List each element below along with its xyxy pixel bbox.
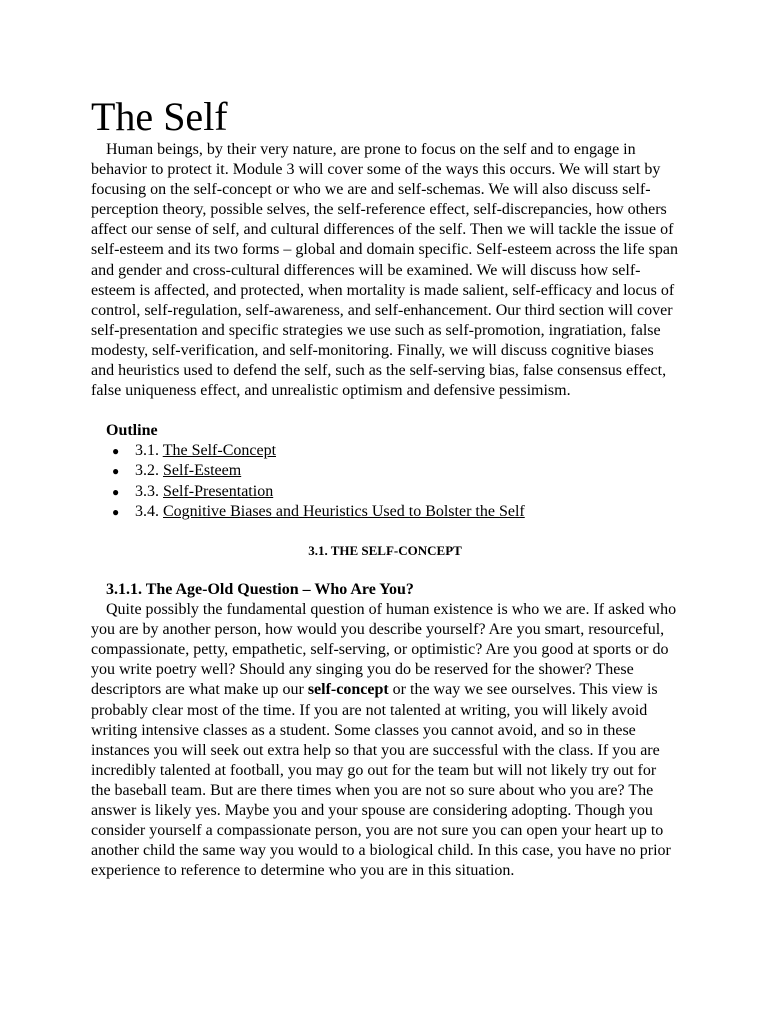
bullet-icon: ● — [112, 504, 120, 519]
outline-item-number: 3.3. — [135, 482, 159, 500]
outline-link-self-concept[interactable]: The Self-Concept — [162, 442, 277, 460]
outline-item — [91, 441, 679, 461]
outline-link-self-presentation[interactable]: Self-Presentation — [163, 482, 274, 500]
bullet-icon: ● — [112, 464, 120, 479]
outline-item-number: 3.2. — [135, 462, 159, 480]
outline-item-number: 3.1. — [135, 442, 159, 460]
page-title: The Self — [91, 94, 228, 139]
outline-link-self-esteem[interactable]: Self-Esteem — [163, 462, 242, 480]
outline-item — [91, 482, 679, 502]
outline-item-number: 3.4. — [135, 502, 159, 520]
body-text-before: Quite possibly the fundamental question of human existence is who we are. If asked who you are by another person, how would you describe yourself? Are you smart, resourceful, compassionate, petty, empathetic, self-serving, or optimistic? Are you good at sports or do you write poetry well? Should any singing you do be reserved for the shower? These descriptors are what make up our — [91, 601, 677, 699]
section-heading: 3.1. THE SELF-CONCEPT — [308, 543, 462, 559]
body-text-after: or the way we see ourselves. This view is probably clear most of the time. If you are not talented at writing, you will likely avoid writing intensive classes as a student. Some classes you cannot avoid, and so in these instances you will seek out extra help so that you are successful with the class. If you are incredibly talented at football, you may go out for the team but will not likely try out for the baseball team. But are there times when you are not so sure about who you are? The answer is likely yes. Maybe you and your spouse are considering adopting. Though you consider yourself a compassionate person, you are not sure you can open your heart up to another child the same way you would to a biological child. In this case, you have no prior experience to reference to determine who you are in this situation. — [91, 681, 671, 880]
document-page — [91, 92, 679, 881]
outline-link-cognitive-biases[interactable]: Cognitive Biases and Heuristics Used to Bolster the Self — [163, 502, 525, 520]
bullet-icon: ● — [112, 484, 120, 499]
outline-heading: Outline — [106, 422, 158, 440]
key-term: self-concept — [307, 681, 389, 699]
body-paragraph — [91, 600, 679, 881]
bullet-icon: ● — [112, 444, 120, 459]
outline-item — [91, 461, 679, 481]
intro-paragraph: Human beings, by their very nature, are prone to focus on the self and to engage in behavior to protect it. Module 3 will cover some of the ways this occurs. We will start by focusing on the self-concept or who we are and self-schemas. We will also discuss self-perception theory, possible selves, the self-reference effect, self-discrepancies, how others affect our sense of self, and cultural differences of the self. Then we will tackle the issue of self-esteem and its two forms – global and domain specific. Self-esteem across the life span and gender and cross-cultural differences will be examined. We will discuss how self-esteem is affected, and protected, when mortality is made salient, self-efficacy and locus of control, self-regulation, self-awareness, and self-enhancement. Our third section will cover self-presentation and specific strategies we use such as self-promotion, ingratiation, false modesty, self-verification, and self-monitoring. Finally, we will discuss cognitive biases and heuristics used to defend the self, such as the self-serving bias, false consensus effect, false uniqueness effect, and unrealistic optimism and defensive pessimism. — [91, 141, 678, 400]
subsection-heading: 3.1.1. The Age-Old Question – Who Are You? — [106, 581, 414, 599]
outline-item — [91, 502, 679, 522]
outline-list — [91, 441, 679, 522]
